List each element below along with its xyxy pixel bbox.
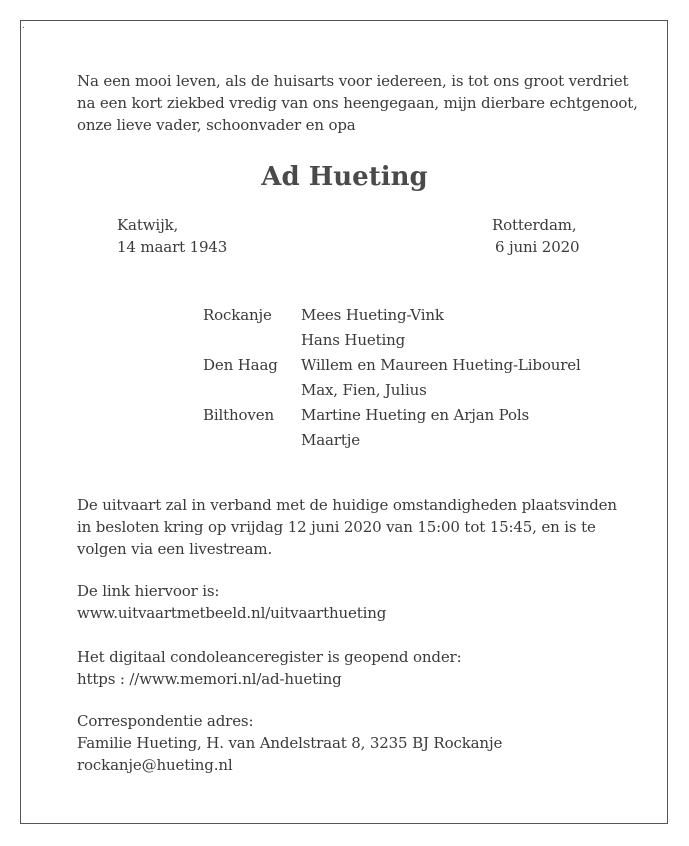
condolence-url: https : //www.memori.nl/ad-hueting — [77, 670, 342, 688]
family-member: Max, Fien, Julius — [301, 381, 427, 399]
condolence-label: Het digitaal condoleanceregister is geopend onder: — [77, 648, 462, 666]
birth-info — [117, 214, 227, 258]
family-city: Den Haag — [203, 356, 278, 374]
family-list — [203, 303, 581, 453]
death-info — [492, 214, 579, 258]
funeral-line: De uitvaart zal in verband met de huidige omstandigheden plaatsvinden — [77, 496, 617, 514]
death-date: 6 juni 2020 — [495, 238, 580, 256]
correspondence-address: Familie Hueting, H. van Andelstraat 8, 3235 BJ Rockanje — [77, 734, 503, 752]
deceased-name: Ad Hueting — [261, 162, 428, 192]
livestream-url: www.uitvaartmetbeeld.nl/uitvaarthueting — [77, 604, 387, 622]
intro-line: na een kort ziekbed vredig van ons heengegaan, mijn dierbare echtgenoot, — [77, 94, 638, 112]
family-members — [301, 353, 581, 403]
birth-date: 14 maart 1943 — [117, 238, 228, 256]
family-member: Maartje — [301, 431, 360, 449]
family-member: Martine Hueting en Arjan Pols — [301, 406, 530, 424]
family-member: Mees Hueting-Vink — [301, 306, 444, 324]
correspondence-email: rockanje@hueting.nl — [77, 756, 233, 774]
family-member: Hans Hueting — [301, 331, 406, 349]
funeral-line: in besloten kring op vrijdag 12 juni 2020 van 15:00 tot 15:45, en is te — [77, 518, 596, 536]
death-place: Rotterdam, — [492, 216, 577, 234]
family-city: Rockanje — [203, 306, 272, 324]
family-row — [203, 403, 581, 453]
condolence-info — [77, 646, 461, 690]
intro-text — [77, 70, 638, 136]
family-row — [203, 353, 581, 403]
family-row — [203, 303, 581, 353]
correspondence-label: Correspondentie adres: — [77, 712, 254, 730]
family-members — [301, 303, 444, 353]
funeral-text — [77, 494, 617, 560]
funeral-line: volgen via een livestream. — [77, 540, 273, 558]
correspondence-info — [77, 710, 502, 776]
intro-line: onze lieve vader, schoonvader en opa — [77, 116, 356, 134]
family-city: Bilthoven — [203, 406, 274, 424]
intro-line: Na een mooi leven, als de huisarts voor iedereen, is tot ons groot verdriet — [77, 72, 629, 90]
family-members — [301, 403, 529, 453]
livestream-info — [77, 580, 386, 624]
corner-dot: . — [22, 21, 25, 31]
livestream-label: De link hiervoor is: — [77, 582, 220, 600]
birth-place: Katwijk, — [117, 216, 179, 234]
family-member: Willem en Maureen Hueting-Libourel — [301, 356, 581, 374]
